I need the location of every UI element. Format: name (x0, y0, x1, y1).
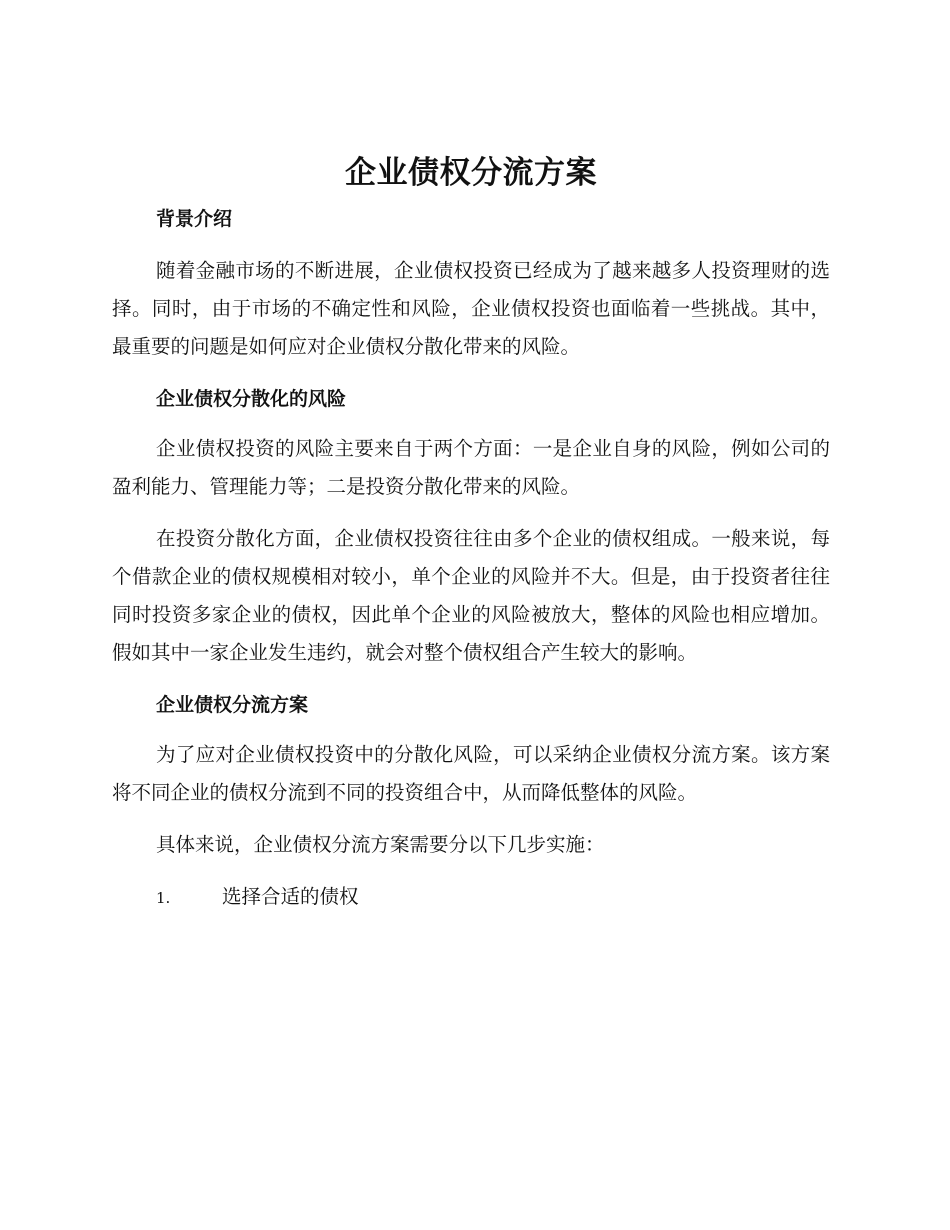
list-item-number: 1. (156, 889, 171, 907)
section-heading-plan: 企业债权分流方案 (156, 694, 309, 716)
paragraph: 具体来说，企业债权分流方案需要分以下几步实施： (156, 833, 605, 856)
document-body (112, 148, 830, 917)
section-heading-background: 背景介绍 (156, 208, 233, 230)
document-title: 企业债权分流方案 (345, 155, 597, 191)
paragraph: 为了应对企业债权投资中的分散化风险，可以采纳企业债权分流方案。该方案将不同企业的债权分流到不同的投资组合中，从而降低整体的风险。 (112, 743, 830, 804)
paragraph: 随着金融市场的不断进展，企业债权投资已经成为了越来越多人投资理财的选择。同时，由于市场的不确定性和风险，企业债权投资也面临着一些挑战。其中，最重要的问题是如何应对企业债权分散化带来的风险。 (112, 259, 830, 358)
list-item-text: 选择合适的债权 (222, 885, 359, 908)
section-heading-risk: 企业债权分散化的风险 (156, 388, 347, 410)
paragraph: 在投资分散化方面，企业债权投资往往由多个企业的债权组成。一般来说，每个借款企业的债权规模相对较小，单个企业的风险并不大。但是，由于投资者往往同时投资多家企业的债权，因此单个企业的风险被放大，整体的风险也相应增加。假如其中一家企业发生违约，就会对整个债权组合产生较大的影响。 (112, 527, 830, 664)
list-item (112, 878, 830, 917)
paragraph: 企业债权投资的风险主要来自于两个方面：一是企业自身的风险，例如公司的盈利能力、管理能力等；二是投资分散化带来的风险。 (112, 437, 830, 498)
